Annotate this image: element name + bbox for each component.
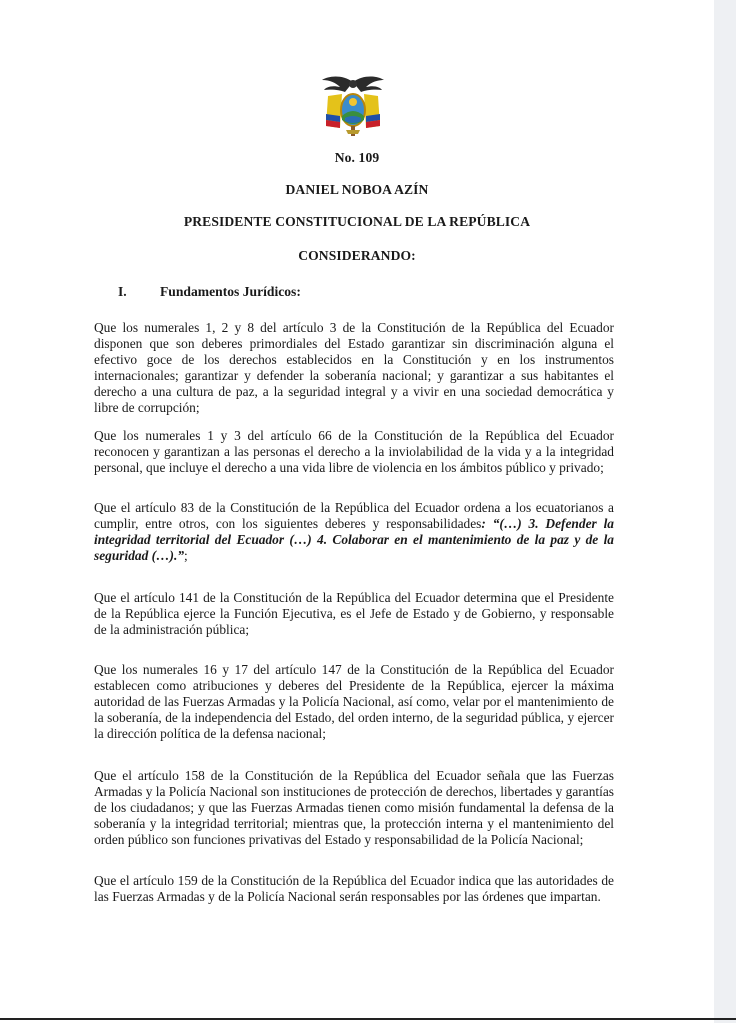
paragraph-article-66: Que los numerales 1 y 3 del artículo 66 de la Constitución de la República del Ecuador reconocen y garantizan a las personas el derecho a la inviolabilidad de la vida y a la integridad personal, que incluye el derecho a una vida libre de violencia en los ámbitos público y privado; bbox=[94, 428, 614, 476]
section-title: Fundamentos Jurídicos: bbox=[160, 284, 301, 299]
viewer-side-strip bbox=[714, 0, 736, 1023]
paragraph-article-83 bbox=[94, 500, 614, 564]
paragraph-article-141: Que el artículo 141 de la Constitución de la República del Ecuador determina que el Presidente de la República ejerce la Función Ejecutiva, es el Jefe de Estado y de Gobierno, y responsable de la administración pública; bbox=[94, 590, 614, 638]
paragraph-article-83-end: ; bbox=[184, 548, 188, 564]
considering-heading: CONSIDERANDO: bbox=[298, 248, 416, 263]
paragraph-article-158: Que el artículo 158 de la Constitución de la República del Ecuador señala que las Fuerzas Armadas y la Policía Nacional son instituciones de protección de derechos, libertades y garantías de los ciudadanos; y que las Fuerzas Armadas tienen como misión fundamental la defensa de la soberanía y la integridad territorial; mientras que, la protección interna y el mantenimiento del orden público son funciones privativas del Estado y responsabilidad de la Policía Nacional; bbox=[94, 768, 614, 848]
paragraph-article-159: Que el artículo 159 de la Constitución de la República del Ecuador indica que las autoridades de las Fuerzas Armadas y de la Policía Nacional serán responsables por las órdenes que impartan. bbox=[94, 873, 614, 905]
section-number: I. bbox=[118, 284, 127, 299]
paragraph-article-147: Que los numerales 16 y 17 del artículo 147 de la Constitución de la República del Ecuador establecen como atribuciones y deberes del Presidente de la República, ejercer la máxima autoridad de las Fuerzas Armadas y la Policía Nacional, así como, velar por el mantenimiento de la soberanía, de la independencia del Estado, del orden interno, de la seguridad pública, y ejercer la dirección política de la defensa nacional; bbox=[94, 662, 614, 742]
president-name: DANIEL NOBOA AZÍN bbox=[285, 182, 429, 197]
ecuador-coat-of-arms-icon bbox=[318, 72, 388, 138]
decree-number: No. 109 bbox=[334, 150, 380, 165]
paragraph-article-3: Que los numerales 1, 2 y 8 del artículo 3 de la Constitución de la República del Ecuador disponen que son deberes primordiales del Estado garantizar sin discriminación alguna el efectivo goce de los derechos establecidos en la Constitución y en los instrumentos internacionales; garantizar y defender la soberanía nacional; y garantizar a sus habitantes el derecho a una cultura de paz, a la seguridad integral y a vivir en una sociedad democrática y libre de corrupción; bbox=[94, 320, 614, 416]
section-heading bbox=[118, 284, 301, 300]
page-bottom-border bbox=[0, 1018, 736, 1020]
paragraph-article-83-intro: Que el artículo 83 de la Constitución de la República del Ecuador ordena a los ecuatorianos a cumplir, entre otros, con los siguientes deberes y responsabilidades bbox=[94, 500, 614, 532]
paragraph-article-83-quote: : “(…) 3. Defender la integridad territorial del Ecuador (…) 4. Colaborar en el mantenimiento de la paz y de la seguridad (…).” bbox=[94, 516, 614, 564]
president-title: PRESIDENTE CONSTITUCIONAL DE LA REPÚBLICA bbox=[183, 214, 531, 229]
